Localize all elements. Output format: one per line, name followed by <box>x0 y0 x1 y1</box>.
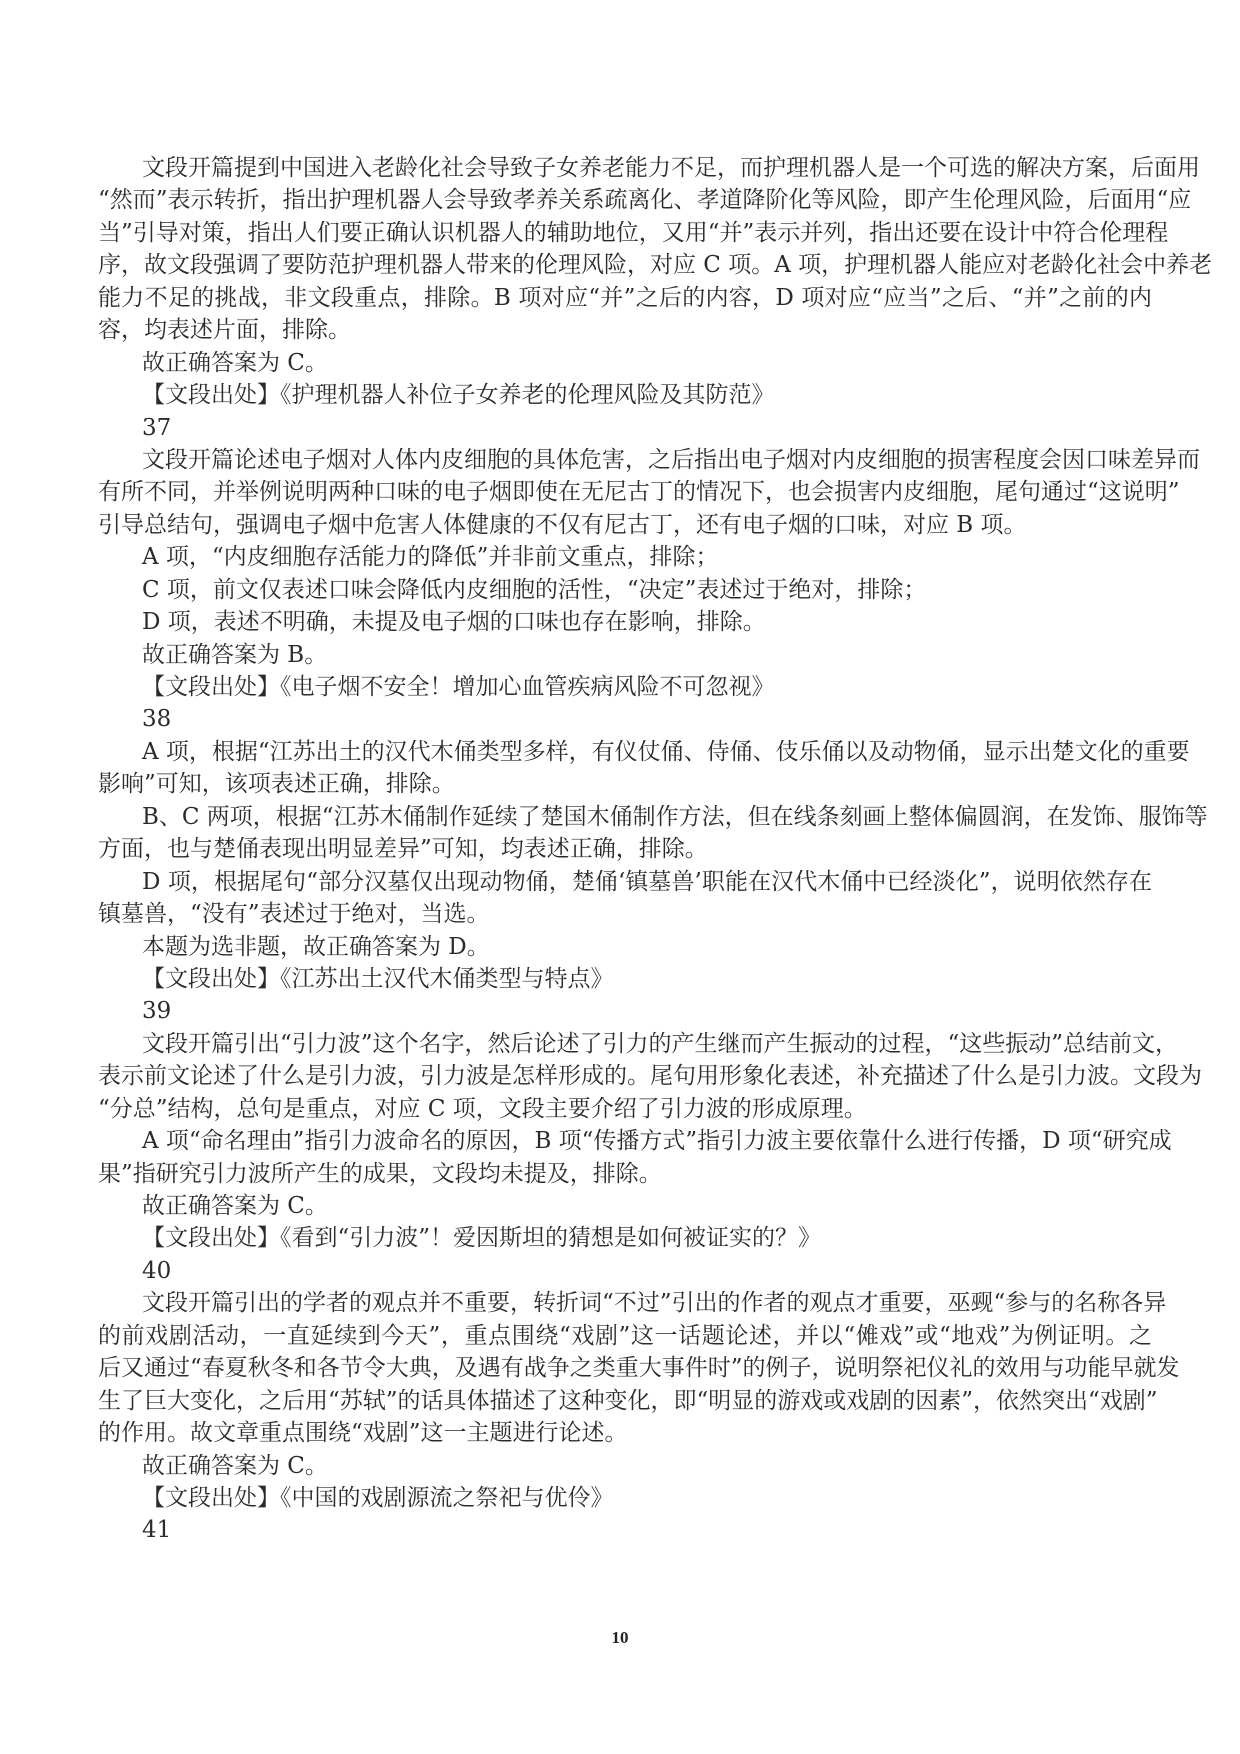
answer-block <box>98 1450 1152 1482</box>
paragraph-line: 容，均表述片面，排除。 <box>98 317 351 344</box>
paragraph-line: 方面，也与楚俑表现出明显差异”可知，均表述正确，排除。 <box>98 836 708 863</box>
answer-block <box>98 639 1152 671</box>
paragraph-line: 影响”可知，该项表述正确，排除。 <box>98 771 455 798</box>
paragraph-line: 文段开篇提到中国进入老龄化社会导致子女养老能力不足，而护理机器人是一个可选的解决方案，后面用 <box>142 155 1200 181</box>
paragraph-block <box>98 801 1208 866</box>
source-line: 【文段出处】《电子烟不安全！增加心血管疾病风险不可忽视》 <box>142 674 775 700</box>
paragraph-line: 的前戏剧活动，一直延续到今天”，重点围绕“戏剧”这一话题论述，并以“傩戏”或“地戏”为例证明。之 <box>98 1322 1152 1349</box>
source-line: 【文段出处】《护理机器人补位子女养老的伦理风险及其防范》 <box>142 382 775 409</box>
paragraph-line: C 项，前文仅表述口味会降低内皮细胞的活性，“决定”表述过于绝对，排除； <box>142 576 927 603</box>
paragraph-block <box>98 606 1152 638</box>
question-number-line: 37 <box>142 414 172 441</box>
paragraph-block <box>98 866 1152 931</box>
source-block <box>98 1482 1152 1514</box>
question-number-block <box>98 995 1152 1027</box>
paragraph-line: 表示前文论述了什么是引力波，引力波是怎样形成的。尾句用形象化表述，补充描述了什么是引力波。文段为 <box>98 1063 1202 1090</box>
question-number-block <box>98 1255 1152 1287</box>
paragraph-line: A 项，“内皮细胞存活能力的降低”并非前文重点，排除； <box>142 544 719 571</box>
answer-block <box>98 347 1152 379</box>
paragraph-block <box>98 541 1152 573</box>
paragraph-block <box>98 444 1200 541</box>
paragraph-line: B、C 两项，根据“江苏木俑制作延续了楚国木俑制作方法，但在线条刻画上整体偏圆润，在发饰、服饰等 <box>142 803 1208 830</box>
question-number-line: 39 <box>142 998 172 1025</box>
question-number-line: 40 <box>142 1257 172 1284</box>
paragraph-line: 生了巨大变化，之后用“苏轼”的话具体描述了这种变化，即“明显的游戏或戏剧的因素”，依然突出“戏剧” <box>98 1387 1158 1414</box>
paragraph-line: 当”引导对策，指出人们要正确认识机器人的辅助地位，又用“并”表示并列，指出还要在设计中符合伦理程 <box>98 219 1169 246</box>
paragraph-line: 引导总结句，强调电子烟中危害人体健康的不仅有尼古丁，还有电子烟的口味，对应 B 项。 <box>98 511 1027 538</box>
source-block <box>98 963 1152 995</box>
paragraph-block <box>98 1028 1202 1125</box>
answer-line: 故正确答案为 C。 <box>142 1452 328 1479</box>
source-block <box>98 379 1152 411</box>
paragraph-line: 有所不同，并举例说明两种口味的电子烟即使在无尼古丁的情况下，也会损害内皮细胞，尾句通过“这说明” <box>98 479 1180 506</box>
paragraph-block <box>98 736 1190 801</box>
paragraph-block <box>98 574 1152 606</box>
paragraph-line: 序，故文段强调了要防范护理机器人带来的伦理风险，对应 C 项。A 项，护理机器人能应对老龄化社会中养老 <box>98 252 1213 279</box>
paragraph-line: 果”指研究引力波所产生的成果，文段均未提及，排除。 <box>98 1160 662 1187</box>
paragraph-block <box>98 1287 1180 1449</box>
page-number: 10 <box>611 1628 629 1647</box>
document-body <box>98 152 1213 1547</box>
paragraph-line: 镇墓兽，“没有”表述过于绝对，当选。 <box>98 901 490 928</box>
paragraph-line: “分总”结构，总句是重点，对应 C 项，文段主要介绍了引力波的形成原理。 <box>98 1095 867 1122</box>
question-number-block <box>98 1514 1152 1546</box>
paragraph-line: 能力不足的挑战，非文段重点，排除。B 项对应“并”之后的内容，D 项对应“应当”之后、“并”之前的内 <box>98 284 1152 311</box>
paragraph-line: “然而”表示转折，指出护理机器人会导致孝养关系疏离化、孝道降阶化等风险，即产生伦理风险，后面用“应 <box>98 187 1192 214</box>
answer-block <box>98 1190 1152 1222</box>
paragraph-line: D 项，根据尾句“部分汉墓仅出现动物俑，楚俑‘镇墓兽’职能在汉代木俑中已经淡化”，说明依然存在 <box>142 868 1152 895</box>
paragraph-block <box>98 1125 1172 1190</box>
paragraph-line: A 项，根据“江苏出土的汉代木俑类型多样，有仪仗俑、侍俑、伎乐俑以及动物俑，显示出楚文化的重要 <box>142 738 1190 765</box>
question-number-line: 41 <box>142 1517 172 1544</box>
source-line: 【文段出处】《江苏出土汉代木俑类型与特点》 <box>142 965 614 992</box>
question-number-block <box>98 412 1152 444</box>
source-line: 【文段出处】《中国的戏剧源流之祭祀与优伶》 <box>142 1484 614 1511</box>
paragraph-line: D 项，表述不明确，未提及电子烟的口味也存在影响，排除。 <box>142 609 766 636</box>
paragraph-line: 文段开篇引出的学者的观点并不重要，转折词“不过”引出的作者的观点才重要，巫觋“参与的名称各异 <box>142 1290 1167 1317</box>
answer-line: 故正确答案为 C。 <box>142 349 328 376</box>
paragraph-line: 文段开篇论述电子烟对人体内皮细胞的具体危害，之后指出电子烟对内皮细胞的损害程度会因口味差异而 <box>142 446 1200 473</box>
paragraph-line: 文段开篇引出“引力波”这个名字，然后论述了引力的产生继而产生振动的过程，“这些振动”总结前文， <box>142 1030 1179 1057</box>
answer-block <box>98 931 1152 963</box>
paragraph-line: 后又通过“春夏秋冬和各节令大典，及遇有战争之类重大事件时”的例子，说明祭祀仪礼的效用与功能早就发 <box>98 1355 1180 1382</box>
source-line: 【文段出处】《看到“引力波”！爱因斯坦的猜想是如何被证实的？》 <box>142 1225 822 1252</box>
question-number-block <box>98 703 1152 735</box>
source-block <box>98 671 1152 703</box>
paragraph-block <box>98 152 1213 347</box>
paragraph-line: 的作用。故文章重点围绕“戏剧”这一主题进行论述。 <box>98 1420 628 1447</box>
paragraph-line: A 项“命名理由”指引力波命名的原因，B 项“传播方式”指引力波主要依靠什么进行传播，D 项“研究成 <box>142 1128 1172 1155</box>
answer-line: 本题为选非题，故正确答案为 D。 <box>142 933 490 960</box>
source-block <box>98 1222 1152 1254</box>
answer-line: 故正确答案为 B。 <box>142 641 328 668</box>
answer-line: 故正确答案为 C。 <box>142 1193 328 1219</box>
question-number-line: 38 <box>142 706 172 733</box>
